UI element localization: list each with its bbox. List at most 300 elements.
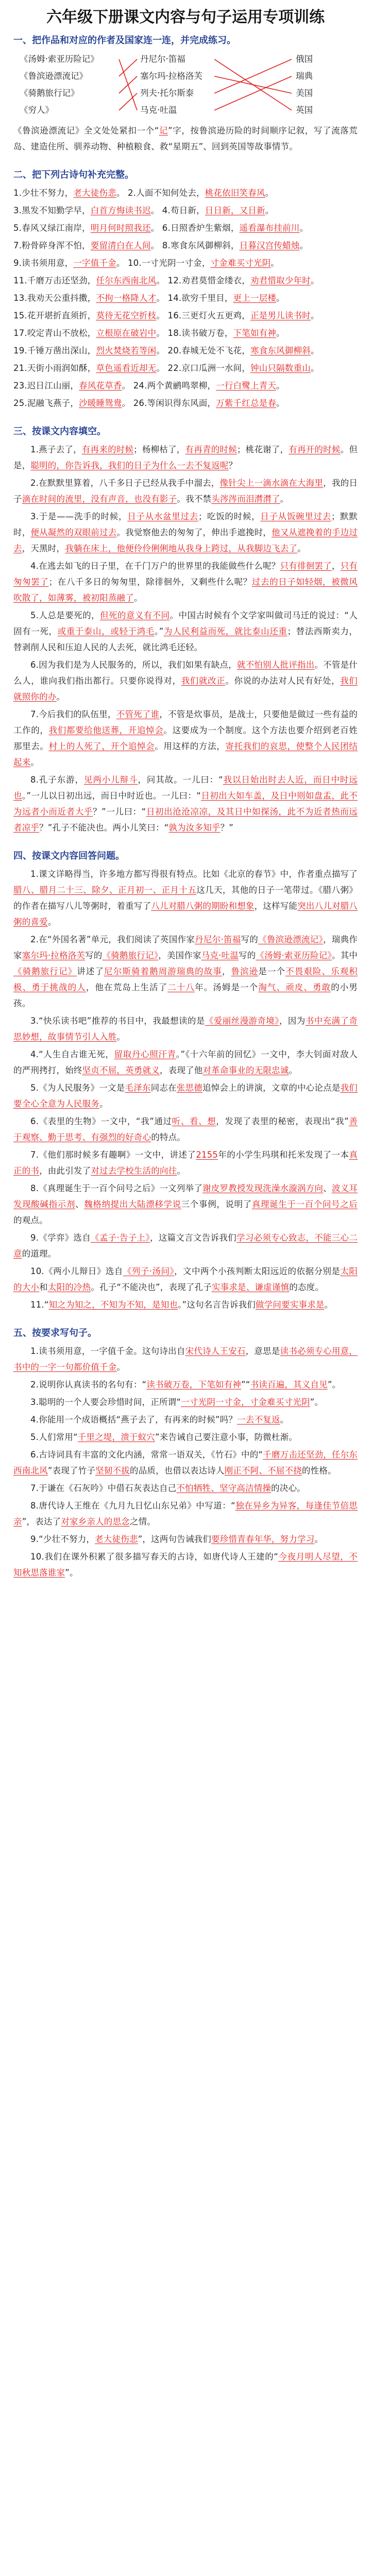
answer-text: 像针尖上一滴水滴在大海里	[220, 478, 324, 488]
question-text: ，因为	[279, 1016, 306, 1026]
answer-text: 2155	[196, 1150, 218, 1160]
answer-text: 读书破万卷，下笔如有神	[146, 1380, 241, 1389]
section-spacer	[13, 837, 358, 844]
question-text: 。 4.苟日新，	[150, 206, 205, 215]
answer-text: 不拘一格降人才	[96, 293, 157, 303]
question-text: 7.于谦在《石灰吟》中借石灰表达自己	[30, 1483, 177, 1493]
question-text: 。	[265, 188, 274, 198]
question-text: 。	[133, 593, 143, 603]
matching-exercise	[13, 50, 358, 120]
answer-text: 真正的书	[13, 1150, 358, 1176]
answer-text: 要珍惜青春年华，努力学习	[211, 1534, 315, 1544]
question-text: ”，这两句告诫我们	[138, 1534, 211, 1544]
answer-text: 白首方悔读书迟	[90, 206, 151, 215]
question-text: 之情。	[129, 1517, 156, 1527]
exercise-item	[13, 325, 358, 341]
section-2	[13, 167, 358, 420]
question-text: ，瑞典作家	[13, 935, 358, 960]
answer-text: 便从凝然的双眼前过去	[30, 528, 117, 537]
answer-text: 突出八儿对腊八粥的喜爱	[13, 901, 358, 927]
question-text: ，由此引发了	[39, 1166, 91, 1176]
section-spacer	[13, 1314, 358, 1321]
answer-text: 只有匆匆罢了	[13, 561, 358, 587]
question-text: 10.《两小儿辩日》选自	[30, 1266, 123, 1276]
question-text: 写的	[238, 951, 256, 960]
question-text: 1.燕子去了，	[30, 445, 82, 454]
question-text: 讲述了	[77, 967, 105, 976]
book-title: 《骑鹅旅行记》	[20, 88, 79, 98]
answer-text: 《骑鹅旅行记》	[102, 951, 159, 960]
question-text: 10.我们在课外积累了很多描写春天的古诗，如唐代诗人王建的“	[30, 1552, 278, 1562]
question-text: ；替法西斯卖力，替剥削人民和压迫人民的人去死，就比鸿毛还轻。	[13, 626, 358, 652]
author-name: 塞尔玛·拉格洛芙	[140, 71, 203, 81]
exercise-item	[13, 273, 358, 289]
answer-text: 八儿对腊八粥的期盼和想象	[151, 901, 255, 911]
question-text: ，意思是	[245, 1346, 280, 1356]
question-text: 4.“人生自古谁无死，	[30, 1049, 114, 1059]
country-name: 俄国	[296, 54, 313, 64]
answer-text: 我们就照你的办	[13, 676, 358, 702]
answer-text: 下笔如有神	[233, 328, 277, 338]
answer-text: 头涔涔而泪潸潸了	[211, 494, 280, 504]
question-text: 这几天，其他的日子一笔带过。《腊八粥》的作者在描写八儿等粥时，着重写了	[13, 885, 358, 911]
exercise-item	[13, 1377, 358, 1393]
question-text: 4.在逃去如飞的日子里，在千门万户的世界里的我能做些什么呢？	[30, 561, 280, 571]
question-text: 、	[75, 1199, 85, 1209]
question-text: 。 6.日照香炉生紫烟，	[150, 223, 240, 233]
question-text: 的态度。	[289, 1282, 324, 1292]
question-text: 2.说明你认真读书的名句有：“	[30, 1380, 147, 1389]
question-text: 写的	[241, 935, 259, 944]
answer-text: 《骑鹅旅行记》	[13, 967, 77, 976]
question-text: ；杨柳枯了，	[133, 445, 185, 454]
exercise-item	[13, 378, 358, 394]
exercise-item	[13, 1498, 358, 1530]
answer-text: 一去不复返	[237, 1415, 280, 1425]
answer-text: 淘气、顽皮、勇敢	[258, 982, 331, 992]
question-text: ，问其故。一儿曰：“	[138, 775, 223, 785]
answer-text: 一寸光阴一寸金，寸金难买寸光阴	[181, 1397, 310, 1407]
exercise-item	[13, 343, 358, 359]
question-text: 。	[30, 757, 40, 767]
question-text: 追悼会上的讲演，文章的中心论点是	[202, 1083, 341, 1093]
question-text: 5.人们常用“	[30, 1432, 78, 1442]
section-spacer	[13, 413, 358, 420]
question-text: ，不管是炊事员，是战士，只要他是做过一些有益的工作的，	[13, 709, 358, 735]
question-text: 。 10.一寸光阴一寸金，	[116, 258, 211, 268]
section-spacer	[13, 1582, 358, 1589]
question-text: 。其中	[331, 951, 358, 960]
question-text: ”。	[310, 1397, 324, 1407]
question-text: 。”	[154, 626, 164, 636]
exercise-item	[13, 1013, 358, 1045]
exercise-item	[13, 1343, 358, 1375]
section-4	[13, 849, 358, 1321]
question-text: 。	[56, 692, 65, 702]
exercise-item	[13, 220, 358, 236]
question-text: 。	[276, 381, 285, 391]
question-text: 。”这句名言告诉我们	[178, 1300, 256, 1310]
question-text: 。	[177, 1166, 186, 1176]
question-text: 。	[116, 1032, 126, 1042]
answer-text: 对家乡亲人的思念	[61, 1517, 130, 1527]
country-name: 美国	[296, 88, 313, 98]
question-text: ，天黑时，	[22, 544, 65, 553]
question-text: ，美国作家	[158, 951, 201, 960]
answer-text: 善于观察、勤于思考、有强烈的好奇心	[13, 1116, 358, 1142]
author-name: 马克·吐温	[140, 105, 177, 115]
answer-text: 听、看、想	[172, 1116, 216, 1126]
exercise-item	[13, 1549, 358, 1581]
question-text: 。	[310, 311, 319, 320]
question-text: 15.花开堪折直须折，	[13, 311, 96, 320]
question-text: 7.今后我们的队伍里，	[30, 709, 116, 719]
exercise-item	[13, 1263, 358, 1295]
exercise-item	[13, 202, 358, 218]
question-text: 19.千锤万凿出深山，	[13, 346, 96, 355]
question-text: ？”孔子不能决也。两小儿笑曰：“	[39, 823, 169, 833]
answer-text: 他又从遮挽着的手边过去	[13, 528, 358, 553]
question-text: 。	[276, 398, 285, 408]
question-text: 。 16.三更灯火五更鸡，	[156, 311, 250, 320]
exercise-item	[13, 238, 358, 253]
answer-text: 不畏艰险、乐观积极、勇于挑战的人	[13, 967, 358, 992]
section-heading: 五、按要求写句子。	[13, 1328, 97, 1338]
answer-text: 坚韧不拔	[95, 1466, 130, 1476]
question-text: 。	[299, 241, 309, 250]
answer-text: 一字值千金	[73, 258, 116, 268]
question-text: ，这样写能	[254, 901, 298, 911]
question-text: 《鲁滨逊漂流记》全文处处紧扣一个“	[13, 126, 159, 135]
author-name: 列夫·托尔斯泰	[140, 88, 194, 98]
answer-text: 老大徒伤悲	[95, 1534, 138, 1544]
answer-text: 腊八、腊月二十三、除夕、正月初一、正月十五	[13, 885, 197, 895]
answer-text: 鲁滨逊	[231, 967, 259, 976]
question-text: 11.“	[30, 1300, 49, 1310]
answer-text: 千磨万击还坚劲，任尔东西南北风	[13, 1450, 358, 1476]
answer-text: 尼尔斯骑着鹅周游瑞典的故事	[104, 967, 222, 976]
answer-text: 太阳的冷热	[47, 1282, 91, 1292]
question-text: 。	[265, 206, 274, 215]
section-1	[13, 33, 358, 163]
question-text: 。	[99, 1099, 108, 1109]
exercise-item	[13, 475, 358, 507]
answer-text: 丹尼尔·笛福	[195, 935, 241, 944]
exercise-item	[13, 509, 358, 556]
exercise-item	[13, 607, 358, 655]
question-text: 。但是，	[13, 445, 358, 470]
question-text: 21.天街小雨润如酥，	[13, 363, 96, 373]
question-text: 6.《表里的生物》一文中，“我”通过	[30, 1116, 172, 1126]
question-text: 同志在	[150, 1083, 177, 1093]
answer-text: 春风花草香	[79, 381, 122, 391]
answer-text: 我以日始出时去人近，而日中时远也	[13, 775, 358, 801]
question-text: 。	[280, 1415, 289, 1425]
question-text: 23.迟日江山丽，	[13, 381, 79, 391]
answer-text: 太阳的大小	[13, 1266, 358, 1292]
exercise-item	[13, 1080, 358, 1112]
exercise-item	[13, 1412, 358, 1428]
answer-text: 沙暖睡鸳鸯	[79, 398, 122, 408]
question-text: 。 22.京口瓜洲一水间，	[156, 363, 250, 373]
answer-text: 马克·吐温	[201, 951, 239, 960]
question-text: 。	[310, 276, 319, 285]
country-name: 瑞典	[296, 71, 313, 81]
question-text: ？”	[220, 823, 234, 833]
exercise-item	[13, 772, 358, 836]
answer-text: 烈火焚烧若等闲	[96, 346, 157, 355]
question-text: 写的	[85, 951, 103, 960]
answer-text: 日初出沧沧凉凉，及其日中如探汤，此不为近者热而远者凉乎	[13, 807, 358, 833]
question-text: 。	[47, 917, 57, 927]
question-text: 。中国古时候有个文学家叫做司马迁的说过：“人固有一死，	[13, 611, 358, 636]
question-text: 、	[323, 1183, 332, 1193]
answer-text: 我躺在床上，他便伶伶俐俐地从我身上跨过，从我脚边飞去了	[65, 544, 298, 553]
exercise-item	[13, 123, 358, 155]
question-text: 是一个	[258, 967, 286, 976]
author-name: 丹尼尔·笛福	[140, 54, 185, 64]
match-line	[214, 76, 292, 110]
question-text: 。 2.人面不知何处去，	[116, 188, 205, 198]
answer-text: 滴在时间的流里，没有声音，也没有影子	[22, 494, 177, 504]
question-text: ”。	[327, 1380, 341, 1389]
answer-text: 不管死了谁	[116, 709, 160, 719]
answer-text: 《汤姆·索亚历险记》	[256, 951, 332, 960]
question-text: ，发现了表里的秘密，表现出“我”	[216, 1116, 349, 1126]
exercise-item	[13, 1394, 358, 1410]
question-text: 4.你能用一个成语概括“燕子去了，有再来的时候”吗？	[30, 1415, 238, 1425]
answer-text: 桃花依旧笑春风	[205, 188, 265, 198]
book-title: 《汤姆·索亚历险记》	[20, 54, 99, 64]
answer-text: 读书必须专心用意，书中的一字一句都价值千金	[13, 1346, 358, 1372]
answer-text: 《鲁滨逊漂流记》	[258, 935, 323, 944]
section-3	[13, 424, 358, 844]
answer-text: 刚正不阿、不屈不挠	[224, 1466, 302, 1476]
section-heading: 一、把作品和对应的作者及国家连一连，并完成练习。	[13, 35, 236, 46]
answer-text: 寄托我们的哀思，使整个人民团结起来	[13, 741, 358, 767]
answer-text: 对过去学校生活的向往	[91, 1166, 177, 1176]
worksheet-content	[13, 33, 358, 1589]
answer-text: 日子从饭碗里过去	[260, 512, 331, 521]
question-text: 1.读书须用意，一字值千金。这句诗出自	[30, 1346, 185, 1356]
question-text: 7.《他们那时候多有趣啊》一文中，讲述了	[30, 1150, 196, 1160]
question-text: 3.黑发不知勤学早，	[13, 206, 91, 215]
answer-text: 日子从水盆里过去	[127, 512, 198, 521]
answer-text: 寒食东风御柳斜	[250, 346, 311, 355]
question-text: 。用这样的方法，	[155, 741, 226, 751]
answer-text: 聪明的，你告诉我，我们的日子为什么一去不复返呢	[30, 461, 229, 470]
answer-text: 不怕牺牲、坚守高洁情操	[176, 1483, 272, 1493]
exercise-item	[13, 866, 358, 930]
question-text: 。	[299, 223, 309, 233]
question-text: 的性格。	[301, 1466, 336, 1476]
question-text: 6.古诗词具有丰富的文化内涵，常常一语双关，《竹石》中的“	[30, 1450, 263, 1460]
answer-text: 实事求是、谦虚谨慎	[211, 1282, 290, 1292]
answer-text: 魏格纳提出大陆漂移学说	[84, 1199, 181, 1209]
question-text: 。孔子“不能决也”，表现了孔子	[91, 1282, 212, 1292]
exercise-item	[13, 931, 358, 1011]
question-text: 。 18.读书破万卷，	[156, 328, 233, 338]
answer-text: 《孟子·告子上》	[91, 1233, 150, 1243]
question-text: 的道理。	[22, 1249, 57, 1259]
exercise-item	[13, 706, 358, 770]
question-text: 。	[324, 1300, 333, 1310]
exercise-item	[13, 1046, 358, 1078]
question-text: 。 8.寒食东风御柳斜，	[150, 241, 240, 250]
question-text: 3.于是——洗手的时候，	[30, 512, 128, 521]
question-text: 。	[310, 346, 319, 355]
question-text: 三个事例，说明了	[181, 1199, 252, 1209]
section-heading: 二、把下列古诗句补充完整。	[13, 170, 134, 180]
question-text: 。 26.等闲识得东风面，	[122, 398, 216, 408]
question-text: 2.在“外国名著”单元，我们阅读了英国作家	[30, 935, 195, 944]
question-text: 6.因为我们是为人民服务的，所以，我们如果有缺点，	[30, 660, 237, 670]
answer-text: 学习必须专心致志，不能三心二意	[13, 1233, 358, 1259]
answer-text: 正是男儿读书时	[250, 311, 311, 320]
answer-text: 波义耳发现酸碱指示剂	[13, 1183, 358, 1209]
exercise-item	[13, 1480, 358, 1496]
exercise-item	[13, 308, 358, 324]
answer-text: 莫待无花空折枝	[96, 311, 157, 320]
question-text: 。这要成为一个制度。这个方法也要介绍到老百姓那里去。	[13, 725, 358, 751]
question-text: 。你说的办法对人民有好处，	[225, 676, 341, 686]
question-text: 。	[314, 1534, 324, 1544]
exercise-item	[13, 1297, 358, 1313]
match-line	[119, 76, 137, 93]
answer-text: 真理诞生于一百个问号之后	[251, 1199, 358, 1209]
section-5	[13, 1326, 358, 1589]
answer-text: 坚贞不屈，英勇就义	[82, 1065, 160, 1075]
answer-text: 老大徒伤悲	[73, 188, 116, 198]
answer-text: 独在异乡为异客，每逢佳节倍思亲	[13, 1501, 358, 1527]
answer-text: 只有徘徊罢了	[280, 561, 332, 571]
question-text: 1.课文详略得当，许多地方都写得很有特点。比如《北京的春节》中，作者重点描写了	[30, 869, 358, 879]
question-text: 。我觉察他去的匆匆了，伸出手遮挽时，	[116, 528, 272, 537]
answer-text: 我们都要给他送葬，开追悼会	[48, 725, 164, 735]
question-text: 7.粉骨碎身浑不怕，	[13, 241, 91, 250]
answer-text: 更上一层楼	[233, 293, 277, 303]
question-text: ；在八千多日的匆匆里，除徘徊外，又剩些什么呢？	[48, 577, 252, 587]
question-text: 的小男孩。	[13, 982, 358, 1008]
match-line	[214, 76, 292, 93]
question-text: 8.唐代诗人王维在《九月九日忆山东兄弟》中写道：“	[30, 1501, 235, 1511]
exercise-item	[13, 1147, 358, 1179]
exercise-item	[13, 185, 358, 201]
match-line	[214, 59, 292, 93]
question-text: 。”《十六年前的回忆》一文中，李大钊面对敌人的严刑拷打，始终	[13, 1049, 358, 1075]
exercise-item	[13, 442, 358, 473]
question-text: 和	[39, 1282, 48, 1292]
question-text: ”，表达了	[22, 1517, 61, 1527]
question-text: 9.《学弈》选自	[30, 1233, 91, 1243]
answer-text: 知之为知之，不知为不知，是知也	[48, 1300, 178, 1310]
answer-text: 遥看瀑布挂前川	[239, 223, 300, 233]
exercise-item	[13, 290, 358, 306]
question-text: ”表现了竹子	[47, 1466, 96, 1476]
question-text: 9.读书须用意，	[13, 258, 74, 268]
question-text: 年的小学生玛琪和托米发现了一本	[218, 1150, 349, 1160]
question-text: 的特点。	[151, 1132, 186, 1142]
question-text: 1.少壮不努力，	[13, 188, 74, 198]
question-text: 11.千磨万击还坚劲，	[13, 276, 96, 285]
question-text: ，文中两个小孩判断太阳远近的依据分别是	[174, 1266, 341, 1276]
exercise-item	[13, 657, 358, 705]
answer-text: 见两小儿辩斗	[83, 775, 138, 785]
question-text: ，我的日子	[13, 478, 358, 504]
question-text: 的观点。	[13, 1215, 48, 1225]
exercise-item	[13, 360, 358, 376]
question-text: ”“	[241, 1380, 250, 1389]
answer-text: 就不怕别人批评指出	[237, 660, 315, 670]
answer-text: 有再来的时候	[81, 445, 134, 454]
question-text: ，	[331, 561, 341, 571]
question-text: 。 20.春城无处不飞花，	[156, 346, 250, 355]
exercise-item	[13, 1113, 358, 1145]
question-text: 的决心。	[271, 1483, 306, 1493]
question-text: 13.我劝天公重抖擞，	[13, 293, 96, 303]
question-text: 。	[280, 494, 289, 504]
question-text: 8.孔子东游，	[30, 775, 84, 785]
exercise-item	[13, 1230, 358, 1262]
question-text: ，表现了他	[159, 1065, 203, 1075]
question-text: 25.泥融飞燕子，	[13, 398, 79, 408]
exercise-item	[13, 1447, 358, 1479]
question-text: ；默默时，	[13, 512, 358, 537]
answer-text: 劝君惜取少年时	[250, 276, 311, 285]
exercise-item	[13, 255, 358, 271]
question-text: 。不管是什么人，谁向我们指出都行。只要你说得对，	[13, 660, 358, 686]
question-text: ；吃饭的时候，	[198, 512, 261, 521]
answer-text: 日日新，又日新	[205, 206, 265, 215]
question-text: 5.春风又绿江南岸，	[13, 223, 91, 233]
question-text: ”来告诫自己要注意小事，防微杜渐。	[155, 1432, 297, 1442]
exercise-item	[13, 395, 358, 411]
question-text: 。 12.劝君莫惜金缕衣，	[156, 276, 250, 285]
question-text: 5.人总是要死的，	[30, 611, 100, 620]
answer-text: 书读百遍，其义自见	[250, 1380, 328, 1389]
answer-text: 草色遥看近却无	[96, 363, 157, 373]
answer-text: 毛泽东	[125, 1083, 151, 1093]
question-text: ？	[228, 461, 238, 470]
question-text: 9.“少壮不努力，	[30, 1534, 95, 1544]
answer-text: 书中充满了奇思妙想，故事情节引人入胜	[13, 1016, 358, 1042]
answer-text: 今夜月明人尽望，不知秋思落谁家	[13, 1552, 358, 1578]
question-text: 。 24.两个黄鹂鸣翠柳，	[122, 381, 216, 391]
answer-text: 孰为汝多知乎	[168, 823, 221, 833]
question-text: 17.咬定青山不放松，	[13, 328, 96, 338]
question-text: ，	[222, 967, 231, 976]
answer-text: 立根原在破岩中	[96, 328, 157, 338]
question-text: 。	[271, 258, 280, 268]
question-text: 5.《为人民服务》一文是	[30, 1083, 125, 1093]
answer-text: 但死的意义有不同	[99, 611, 170, 620]
answer-text: 任尔东西南北风	[96, 276, 157, 285]
answer-text: 留取丹心照汗青	[114, 1049, 176, 1059]
question-text: 。我不禁	[177, 494, 212, 504]
answer-text: 谢皮罗教授发现洗澡水漩涡方向	[202, 1183, 324, 1193]
answer-text: 钟山只隔数重山	[250, 363, 311, 373]
question-text: 。	[276, 328, 285, 338]
question-text: 。	[116, 1362, 126, 1372]
answer-text: 寸金难买寸光阴	[210, 258, 271, 268]
answer-text: 千里之堤，溃于蚁穴	[77, 1432, 156, 1442]
country-name: 英国	[296, 105, 313, 115]
answer-text: 一行白鹭上青天	[216, 381, 277, 391]
question-text: 。 14.欲穷千里目，	[156, 293, 233, 303]
question-text: ”。	[65, 1568, 78, 1578]
matching-lines	[13, 50, 358, 120]
question-text: 的品质，也借以表达诗人	[129, 1466, 225, 1476]
